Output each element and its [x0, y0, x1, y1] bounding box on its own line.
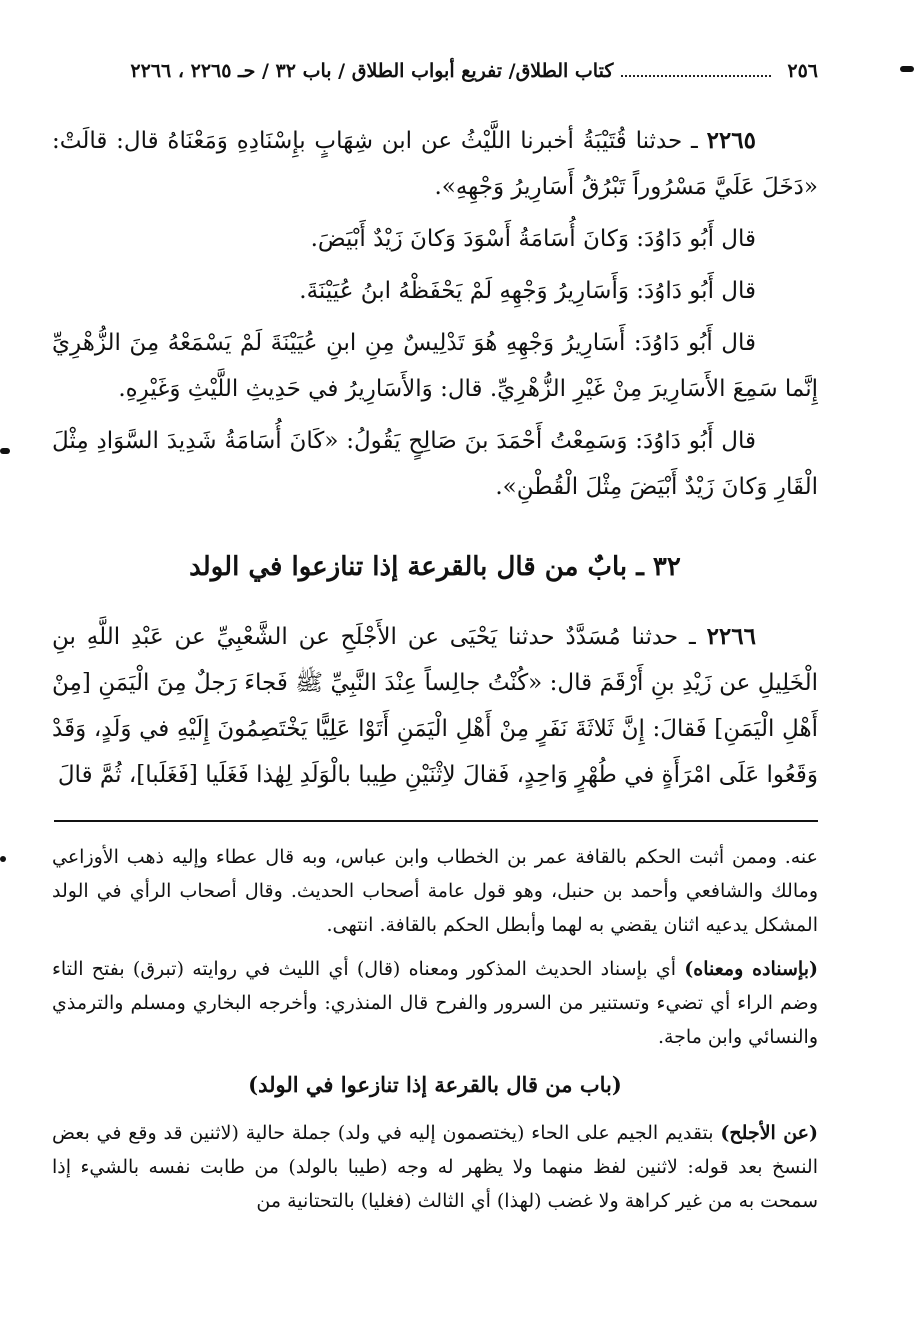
- hadith-number: ٢٢٦٥: [706, 127, 756, 154]
- footnotes: [52, 840, 818, 1228]
- running-title: كتاب الطلاق/ تفريع أبواب الطلاق / باب ٣٢ / حـ ٢٢٦٥ ، ٢٢٦٦: [130, 60, 614, 82]
- hadith-2266-paragraph: [52, 614, 818, 798]
- chapter-heading: [52, 545, 818, 589]
- hadith-2266: [52, 614, 818, 798]
- footnote-2-lemma: (بإسناده ومعناه): [684, 958, 818, 980]
- footnote-3-text: بتقديم الجيم على الحاء (يختصمون إليه في ولد) جملة حالية (لاثنين قد وقع في بعض النسخ بعد قوله: لاثنين لفظ منهما ولا يظهر له وجه (طيبا بالولد) من طابت نفسه بالشيء إذا سمحت به من غير كراهة ولا غضب (لهذا) أي الثالث (فغليا) بالتحتانية من: [52, 1122, 818, 1212]
- footnote-1: عنه. وممن أثبت الحكم بالقافة عمر بن الخطاب وابن عباس، وبه قال عطاء وإليه ذهب الأوزاعي ومالك والشافعي وأحمد بن حنبل، وهو قول عامة أصحاب الحديث. وقال أصحاب الرأي في الولد المشكل يدعيه اثنان يقضي به لهما وأبطل الحكم بالقافة. انتهى.: [52, 846, 818, 936]
- chapter-label: ـ بابٌ: [587, 552, 644, 582]
- abu-dawud-note-2: قال أَبُو دَاوُدَ: وَأَسَارِيرُ وَجْهِهِ لَمْ يَحْفَظْهُ ابنُ عُيَيْنَةَ.: [299, 278, 756, 304]
- edge-mark-middle: [0, 448, 10, 454]
- header-dot-leader: [621, 65, 771, 77]
- abu-dawud-note-3: قال أَبُو دَاوُدَ: أَسَارِيرُ وَجْهِهِ هُوَ تَدْلِيسٌ مِنِ ابنِ عُيَيْنَةَ لَمْ يَسْمَعْهُ مِنَ الزُّهْرِيِّ إِنَّما سَمِعَ الأَسَارِيرَ مِنْ غَيْرِ الزُّهْرِيِّ. قال: وَالأَسَارِيرُ في حَدِيثِ اللَّيْثِ وَغَيْرِهِ.: [52, 330, 818, 402]
- hadith-number: ٢٢٦٦: [706, 623, 756, 650]
- chapter-number: ٣٢: [652, 552, 681, 582]
- footnote-2-text: أي بإسناد الحديث المذكور ومعناه (قال) أي الليث في روايته (تبرق) بفتح التاء وضم الراء أي تضيء وتستنير من السرور والفرح قال المنذري: وأخرجه البخاري ومسلم والترمذي والنسائي وابن ماجة.: [52, 958, 818, 1048]
- footnote-separator: [54, 820, 818, 822]
- abu-dawud-note-4: قال أَبُو دَاوُدَ: وَسَمِعْتُ أَحْمَدَ بنَ صَالِحٍ يَقُولُ: «كَانَ أُسَامَةُ شَدِيدَ السَّوَادِ مِثْلَ الْقَارِ وَكانَ زَيْدٌ أَبْيَضَ مِثْلَ الْقُطْنِ».: [52, 428, 818, 500]
- chapter-title: من قال بالقرعة إذا تنازعوا في الولد: [189, 552, 579, 582]
- edge-mark-top: [900, 66, 914, 72]
- footnote-3-lemma: (عن الأجلح): [720, 1122, 819, 1144]
- abu-dawud-note-1: قال أَبُو دَاوُدَ: وَكانَ أُسَامَةُ أَسْوَدَ وَكانَ زَيْدٌ أَبْيَضَ.: [310, 226, 756, 252]
- hadith-2265-paragraph: [52, 118, 818, 210]
- footnote-2: [52, 952, 818, 1054]
- hadith-2265: [52, 118, 818, 516]
- footnote-chapter-heading: (باب من قال بالقرعة إذا تنازعوا في الولد): [248, 1072, 622, 1097]
- edge-mark-lower: [0, 856, 6, 862]
- hadith-2266-text: ـ حدثنا مُسَدَّدٌ حدثنا يَحْيَى عن الأَجْلَحِ عن الشَّعْبِيِّ عن عَبْدِ اللَّهِ بنِ الْخَلِيلِ عن زَيْدِ بنِ أَرْقَمَ قال: «كُنْتُ جالِساً عِنْدَ النَّبِيِّ ﷺ فَجاءَ رَجلٌ مِنَ الْيَمَنِ [مِنْ أَهْلِ الْيَمَنِ] فَقالَ: إِنَّ ثَلاثَةَ نَفَرٍ مِنْ أَهْلِ الْيَمَنِ أَتَوْا عَلِيًّا يَخْتَصِمُونَ إِلَيْهِ في وَلَدٍ، وَقَدْ وَقَعُوا عَلَى امْرَأَةٍ في طُهْرٍ وَاحِدٍ، فَقالَ لاِثْنَيْنِ طِيبا بالْوَلَدِ لِهٰذا فَغَلَيا [فَغَلَبا]، ثُمَّ قالَ: [52, 624, 818, 788]
- running-header: [60, 56, 818, 86]
- hadith-2265-text: ـ حدثنا قُتَيْبَةُ أخبرنا اللَّيْثُ عن ابن شِهَابٍ بإِسْنَادِهِ وَمَعْنَاهُ قال: قالَتْ: «دَخَلَ عَلَيَّ مَسْرُوراً تَبْرُقُ أَسَارِيرُ وَجْهِهِ».: [52, 128, 818, 200]
- page-number: ٢٥٦: [787, 60, 818, 82]
- footnote-3: [52, 1116, 818, 1218]
